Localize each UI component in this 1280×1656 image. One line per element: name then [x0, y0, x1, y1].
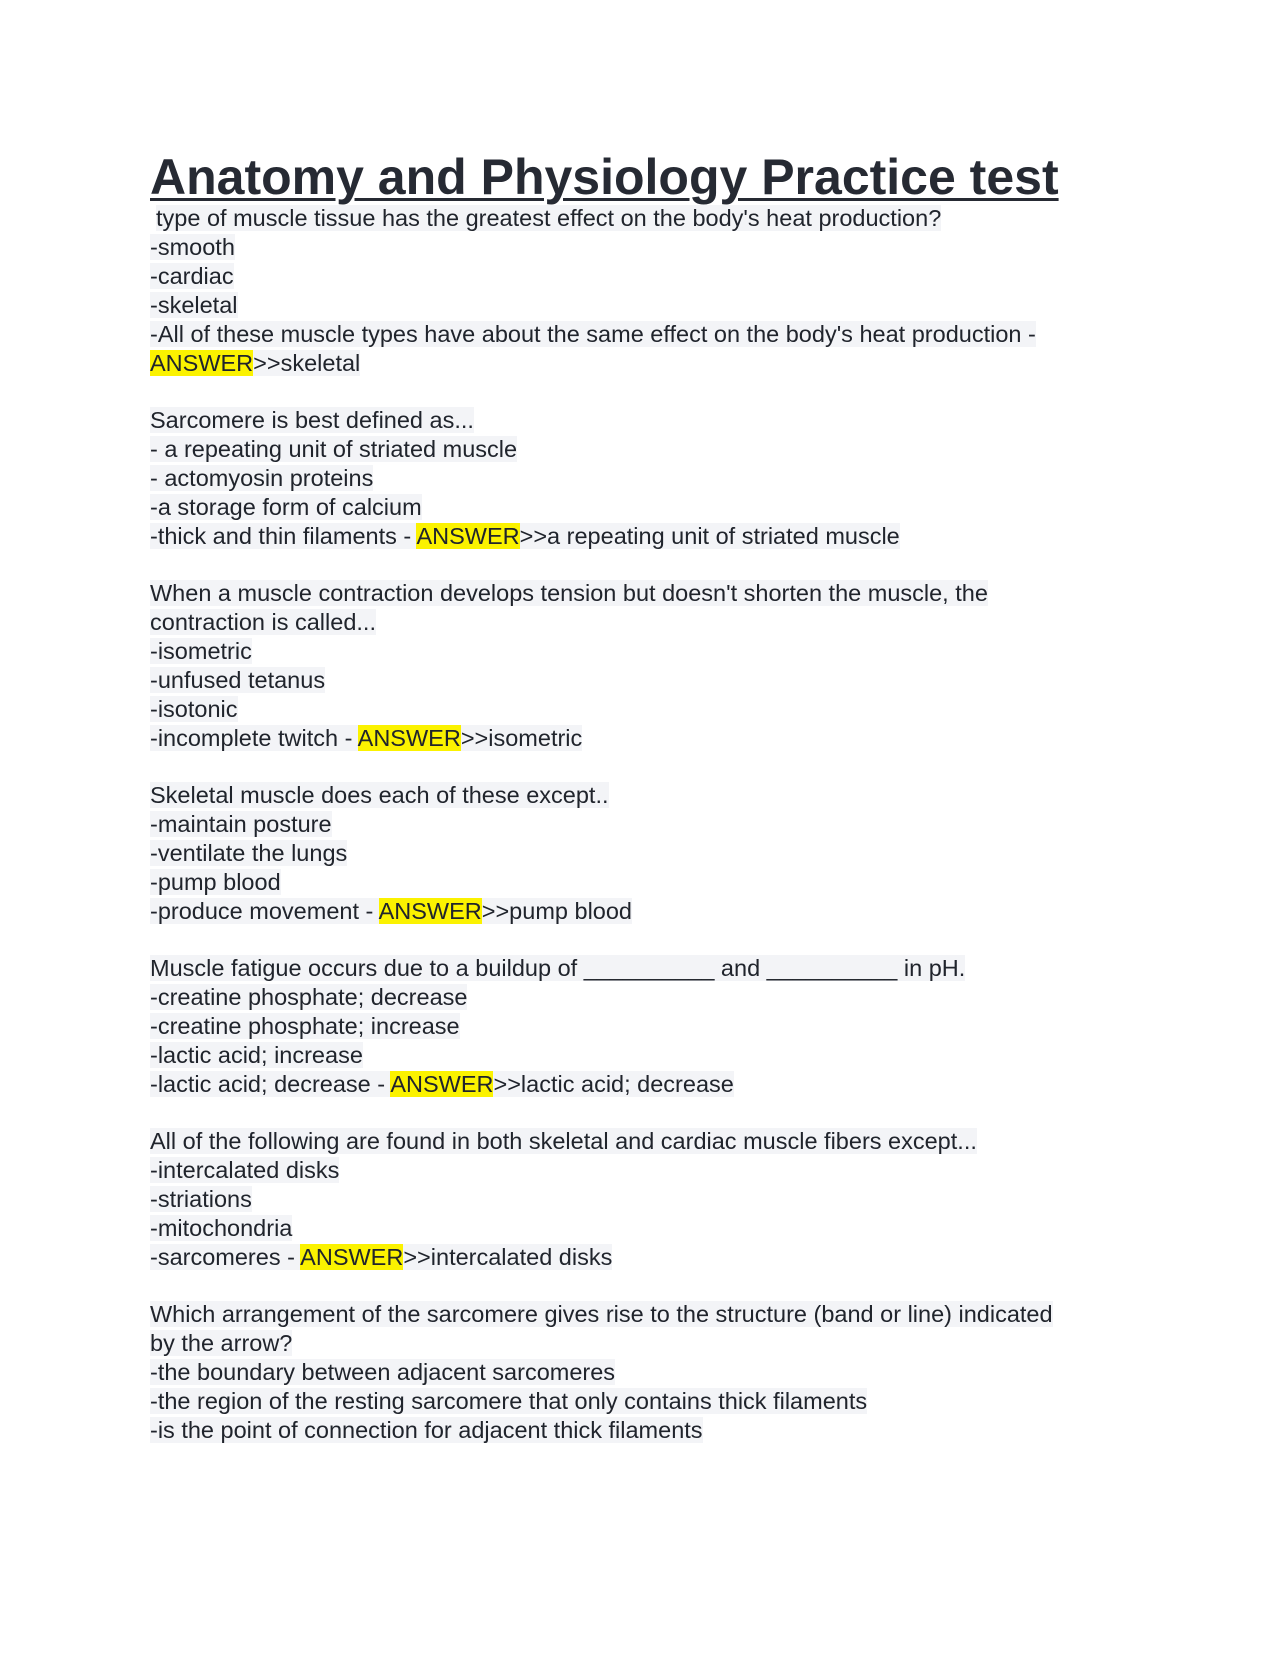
answer-option [150, 493, 1150, 522]
question-prompt [150, 204, 1150, 233]
answer-line [150, 349, 1150, 378]
answer-option [150, 233, 1150, 262]
answer-option-text: -the region of the resting sarcomere that only contains thick filaments [150, 1388, 868, 1414]
answer-option-text: -intercalated disks [150, 1157, 340, 1183]
question-block [150, 954, 1150, 1099]
question-prompt [150, 781, 1150, 810]
answer-option-text: -is the point of connection for adjacent thick filaments [150, 1417, 703, 1443]
answer-option [150, 637, 1150, 666]
answer-option-text: -isometric [150, 638, 252, 664]
answer-option-text: -striations [150, 1186, 252, 1212]
answer-option [150, 435, 1150, 464]
answer-option [150, 1387, 1150, 1416]
answer-option-text: - a repeating unit of striated muscle [150, 436, 518, 462]
question-block [150, 579, 1150, 753]
question-prompt [150, 954, 1150, 983]
question-prompt-text: Which arrangement of the sarcomere gives rise to the structure (band or line) indicated [150, 1301, 1053, 1327]
answer-line [150, 724, 1150, 753]
answer-line-text [150, 350, 360, 376]
correct-answer: >>lactic acid; decrease [493, 1071, 734, 1097]
answer-highlight: ANSWER [357, 725, 461, 751]
answer-option [150, 983, 1150, 1012]
answer-prefix: -lactic acid; decrease - [150, 1071, 391, 1097]
question-prompt-text: When a muscle contraction develops tension but doesn't shorten the muscle, the [150, 580, 988, 606]
question-prompt-text: Skeletal muscle does each of these except.. [150, 782, 609, 808]
answer-option [150, 1156, 1150, 1185]
question-prompt-text: type of muscle tissue has the greatest effect on the body's heat production? [156, 205, 942, 231]
answer-option-text: -isotonic [150, 696, 238, 722]
answer-line-text [150, 1071, 734, 1097]
question-prompt [150, 1300, 1150, 1329]
answer-option-text: -cardiac [150, 263, 234, 289]
answer-option-text: -All of these muscle types have about the same effect on the body's heat production - [150, 321, 1036, 347]
answer-prefix: -incomplete twitch - [150, 725, 358, 751]
answer-option [150, 464, 1150, 493]
answer-option-text: - actomyosin proteins [150, 465, 374, 491]
answer-highlight: ANSWER [416, 523, 520, 549]
correct-answer: >>isometric [460, 725, 583, 751]
question-prompt [150, 1127, 1150, 1156]
answer-option-text: -smooth [150, 234, 235, 260]
answer-highlight: ANSWER [150, 350, 254, 376]
answer-option-text: -unfused tetanus [150, 667, 326, 693]
answer-prefix: -sarcomeres - [150, 1244, 301, 1270]
correct-answer: >>pump blood [481, 898, 632, 924]
question-prompt [150, 608, 1150, 637]
answer-option-text: -ventilate the lungs [150, 840, 348, 866]
correct-answer: >>skeletal [253, 350, 361, 376]
answer-option [150, 839, 1150, 868]
question-block [150, 1300, 1150, 1445]
answer-option-text: -lactic acid; increase [150, 1042, 363, 1068]
answer-option-text: -creatine phosphate; decrease [150, 984, 468, 1010]
question-prompt [150, 406, 1150, 435]
answer-option [150, 320, 1150, 349]
correct-answer: >>intercalated disks [403, 1244, 613, 1270]
answer-line [150, 522, 1150, 551]
answer-option-text: -a storage form of calcium [150, 494, 422, 520]
answer-option [150, 1358, 1150, 1387]
answer-line-text [150, 898, 632, 924]
answer-option [150, 1185, 1150, 1214]
answer-option-text: -skeletal [150, 292, 238, 318]
question-block [150, 204, 1150, 378]
answer-option [150, 291, 1150, 320]
question-prompt [150, 579, 1150, 608]
question-block [150, 406, 1150, 551]
answer-prefix: -produce movement - [150, 898, 379, 924]
question-prompt-text: All of the following are found in both skeletal and cardiac muscle fibers except... [150, 1128, 977, 1154]
correct-answer: >>a repeating unit of striated muscle [519, 523, 900, 549]
answer-highlight: ANSWER [390, 1071, 494, 1097]
question-prompt [150, 1329, 1150, 1358]
answer-option [150, 810, 1150, 839]
answer-line [150, 1243, 1150, 1272]
answer-highlight: ANSWER [378, 898, 482, 924]
question-block [150, 781, 1150, 926]
question-prompt-text: Sarcomere is best defined as... [150, 407, 474, 433]
answer-line [150, 1070, 1150, 1099]
answer-prefix: -thick and thin filaments - [150, 523, 417, 549]
answer-option [150, 1041, 1150, 1070]
document-page [150, 148, 1150, 1473]
question-block [150, 1127, 1150, 1272]
answer-option-text: -the boundary between adjacent sarcomeres [150, 1359, 616, 1385]
answer-line-text [150, 725, 582, 751]
answer-option [150, 695, 1150, 724]
answer-option-text: -maintain posture [150, 811, 332, 837]
question-prompt-text: contraction is called... [150, 609, 376, 635]
answer-option [150, 1012, 1150, 1041]
page-title: Anatomy and Physiology Practice test [150, 149, 1059, 205]
question-list [150, 204, 1150, 1445]
answer-option-text: -mitochondria [150, 1215, 293, 1241]
answer-option [150, 1214, 1150, 1243]
question-prompt-text: by the arrow? [150, 1330, 293, 1356]
question-prompt-text: Muscle fatigue occurs due to a buildup of __________ and __________ in pH. [150, 955, 966, 981]
answer-line-text [150, 523, 900, 549]
answer-highlight: ANSWER [300, 1244, 404, 1270]
answer-option [150, 868, 1150, 897]
answer-option [150, 666, 1150, 695]
answer-option-text: -pump blood [150, 869, 281, 895]
answer-option [150, 262, 1150, 291]
answer-line [150, 897, 1150, 926]
answer-option-text: -creatine phosphate; increase [150, 1013, 460, 1039]
answer-option [150, 1416, 1150, 1445]
answer-line-text [150, 1244, 612, 1270]
